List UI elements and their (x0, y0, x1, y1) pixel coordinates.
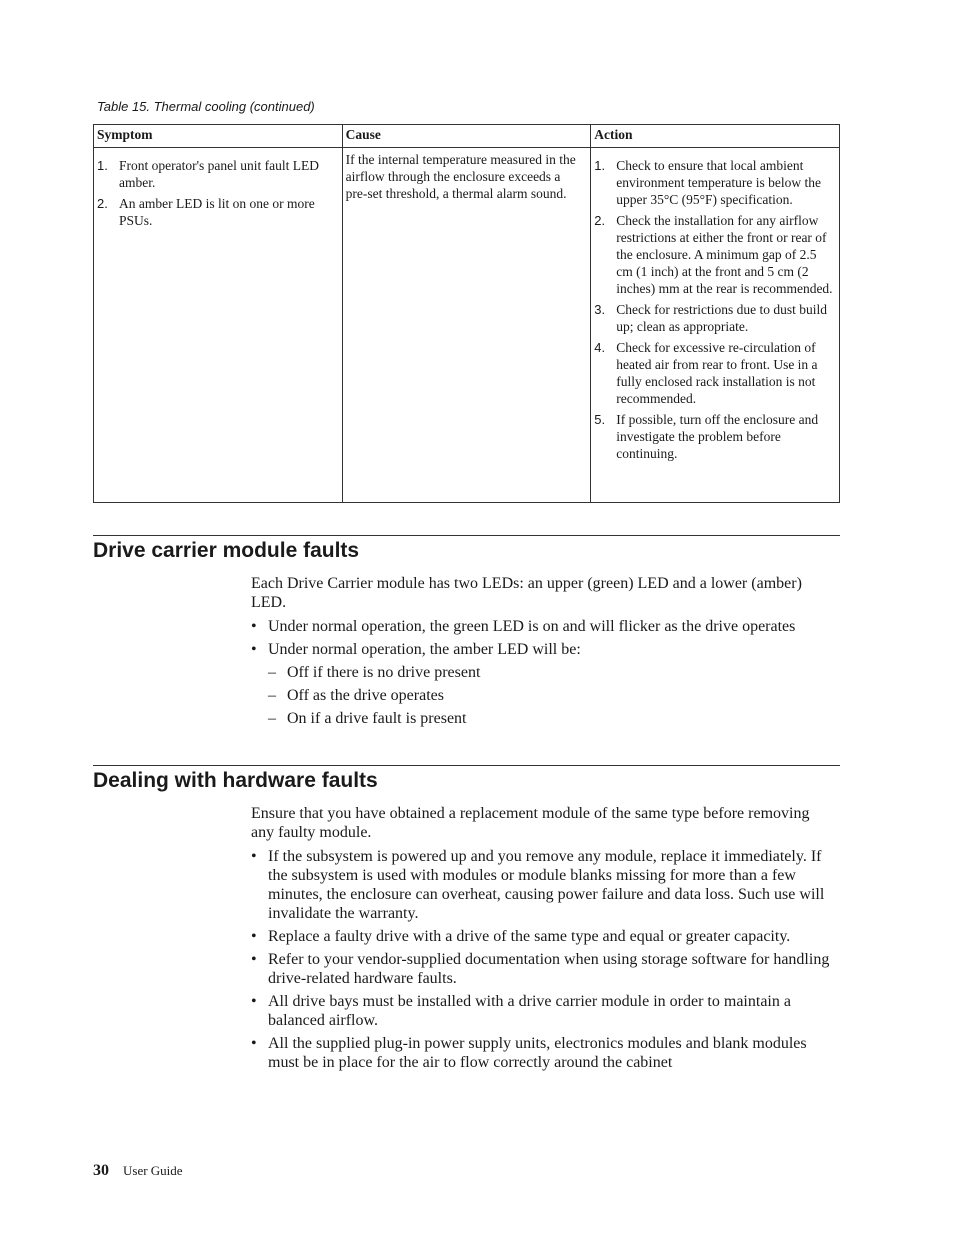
item-text: Off as the drive operates (287, 687, 444, 704)
bullet-marker: • (251, 618, 257, 635)
list-item (251, 927, 836, 946)
item-text: Check the installation for any airflow restrictions at either the front or rear of the enclosure. A minimum gap of 2.5 cm (1 inch) at the front and 5 cm (2 inches) mm at the rear is recommended. (616, 213, 833, 296)
section-divider (93, 535, 840, 536)
item-text: Front operator's panel unit fault LED amber. (119, 158, 320, 190)
item-number: 3. (594, 302, 606, 317)
table-header-row (94, 125, 840, 148)
list-item (97, 195, 338, 229)
intro-paragraph: Each Drive Carrier module has two LEDs: an upper (green) LED and a lower (amber) LED. (251, 575, 802, 611)
bullet-list (251, 617, 836, 728)
item-text: Check to ensure that local ambient environment temperature is below the upper 35°C (95°F) specification. (616, 158, 821, 207)
item-text: Replace a faulty drive with a drive of the same type and equal or greater capacity. (268, 928, 791, 945)
symptom-list (97, 157, 338, 229)
list-item (251, 992, 836, 1030)
intro-paragraph: Ensure that you have obtained a replacement module of the same type before removing any faulty module. (251, 805, 810, 841)
document-title: User Guide (123, 1163, 183, 1178)
list-item (251, 1034, 836, 1072)
list-item (251, 686, 836, 705)
item-text: Check for excessive re-circulation of heated air from rear to front. Use in a fully enclosed rack installation is not recommended. (616, 340, 818, 406)
item-text: Refer to your vendor-supplied documentation when using storage software for handling drive-related hardware faults. (268, 951, 830, 987)
item-number: 1. (594, 158, 606, 173)
bullet-marker: • (251, 993, 257, 1010)
header-cause: Cause (342, 125, 591, 148)
section-body-drive-carrier (251, 574, 836, 732)
thermal-cooling-table (93, 124, 840, 503)
item-number: 4. (594, 340, 606, 355)
bullet-marker: • (251, 1035, 257, 1052)
item-text: An amber LED is lit on one or more PSUs. (119, 196, 315, 228)
list-item (594, 301, 835, 335)
item-number: 5. (594, 412, 606, 427)
dash-marker: – (268, 664, 276, 681)
header-action: Action (591, 125, 840, 148)
section-body-hardware-faults (251, 804, 836, 1076)
section-divider (93, 765, 840, 766)
dash-marker: – (268, 687, 276, 704)
bullet-list (251, 847, 836, 1072)
list-item (594, 411, 835, 462)
list-item (594, 212, 835, 297)
table-row (94, 148, 840, 503)
item-text: If possible, turn off the enclosure and investigate the problem before continuing. (616, 412, 819, 461)
list-item (251, 847, 836, 923)
page-footer (93, 1162, 183, 1180)
bullet-marker: • (251, 848, 257, 865)
section-title-hardware-faults: Dealing with hardware faults (93, 769, 378, 792)
item-text: Under normal operation, the green LED is on and will flicker as the drive operates (268, 618, 796, 635)
header-symptom: Symptom (94, 125, 343, 148)
item-number: 2. (594, 213, 606, 228)
item-number: 1. (97, 158, 108, 173)
cause-cell: If the internal temperature measured in the airflow through the enclosure exceeds a pre-set threshold, a thermal alarm sound. (342, 148, 591, 503)
item-text: If the subsystem is powered up and you remove any module, replace it immediately. If the subsystem is used with modules or module blanks missing for more than a few minutes, the enclosure can overheat, causing power failure and data loss. Such use will invalidate the warranty. (268, 848, 825, 922)
bullet-marker: • (251, 951, 257, 968)
symptom-cell (94, 148, 343, 503)
section-title-drive-carrier: Drive carrier module faults (93, 539, 360, 562)
item-text: Off if there is no drive present (287, 664, 481, 681)
item-text: All drive bays must be installed with a drive carrier module in order to maintain a balanced airflow. (268, 993, 791, 1029)
list-item (594, 157, 835, 208)
list-item (251, 709, 836, 728)
item-text: Check for restrictions due to dust build up; clean as appropriate. (616, 302, 827, 334)
item-text: Under normal operation, the amber LED will be: (268, 641, 581, 658)
table-caption: Table 15. Thermal cooling (continued) (97, 99, 315, 114)
list-item (251, 640, 836, 659)
list-item (251, 663, 836, 682)
list-item (251, 617, 836, 636)
item-number: 2. (97, 196, 108, 211)
list-item (97, 157, 338, 191)
item-text: On if a drive fault is present (287, 710, 467, 727)
list-item (594, 339, 835, 407)
bullet-marker: • (251, 641, 257, 658)
dash-marker: – (268, 710, 276, 727)
action-list (594, 157, 835, 462)
action-cell (591, 148, 840, 503)
list-item (251, 950, 836, 988)
bullet-marker: • (251, 928, 257, 945)
item-text: All the supplied plug-in power supply units, electronics modules and blank modules must be in place for the air to flow correctly around the cabinet (268, 1035, 807, 1071)
page-number: 30 (93, 1162, 109, 1179)
